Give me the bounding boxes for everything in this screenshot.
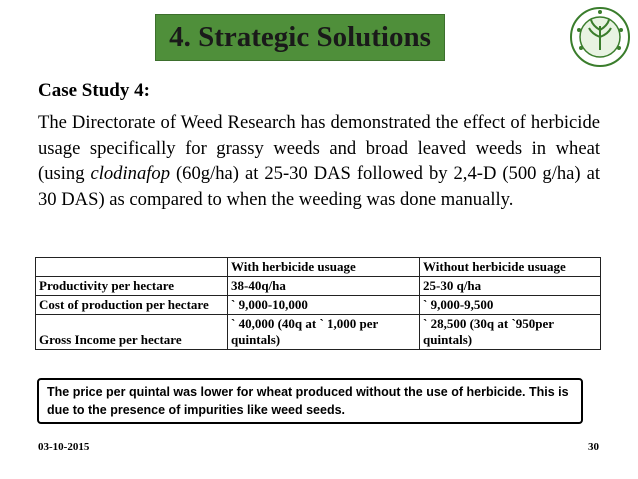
table-row xyxy=(36,296,601,315)
slide-title: 4. Strategic Solutions xyxy=(169,21,431,53)
paragraph-text-2: (60g/ha) at 25-30 DAS followed by 2,4-D (500 g/ha) at 30 DAS) as compared to when the weeding was done manually. xyxy=(38,163,600,210)
table-cell: ` 40,000 (40q at ` 1,000 per quintals) xyxy=(228,315,420,350)
table-row xyxy=(36,315,601,350)
page-number: 30 xyxy=(588,441,599,453)
table-cell: ` 9,000-9,500 xyxy=(420,296,601,315)
case-study-heading: Case Study 4: xyxy=(38,80,150,101)
table-cell: Cost of production per hectare xyxy=(36,296,228,315)
table-header-cell: Without herbicide usuage xyxy=(420,258,601,277)
table-header-cell: With herbicide usuage xyxy=(228,258,420,277)
table-cell: 38-40q/ha xyxy=(228,277,420,296)
paragraph-italic: clodinafop xyxy=(90,163,171,184)
footer-date: 03-10-2015 xyxy=(38,441,90,453)
table-cell: Productivity per hectare xyxy=(36,277,228,296)
table-row xyxy=(36,277,601,296)
comparison-table xyxy=(35,257,601,350)
table-cell: Gross Income per hectare xyxy=(36,315,228,350)
table-cell: ` 28,500 (30q at `950per quintals) xyxy=(420,315,601,350)
paragraph-text-1: The Directorate of Weed Research has demonstrated the effect of herbicide usage specifically for grassy weeds and broad leaved weeds in wheat (using xyxy=(38,112,600,184)
slide-title-box xyxy=(155,14,445,61)
table-cell: ` 9,000-10,000 xyxy=(228,296,420,315)
institute-seal-icon xyxy=(569,6,631,68)
table-header-row xyxy=(36,258,601,277)
table-cell: 25-30 q/ha xyxy=(420,277,601,296)
note-box: The price per quintal was lower for wheat produced without the use of herbicide. This is due to the presence of impurities like weed seeds. xyxy=(37,378,583,424)
table-header-cell xyxy=(36,258,228,277)
case-study-paragraph xyxy=(38,110,600,212)
